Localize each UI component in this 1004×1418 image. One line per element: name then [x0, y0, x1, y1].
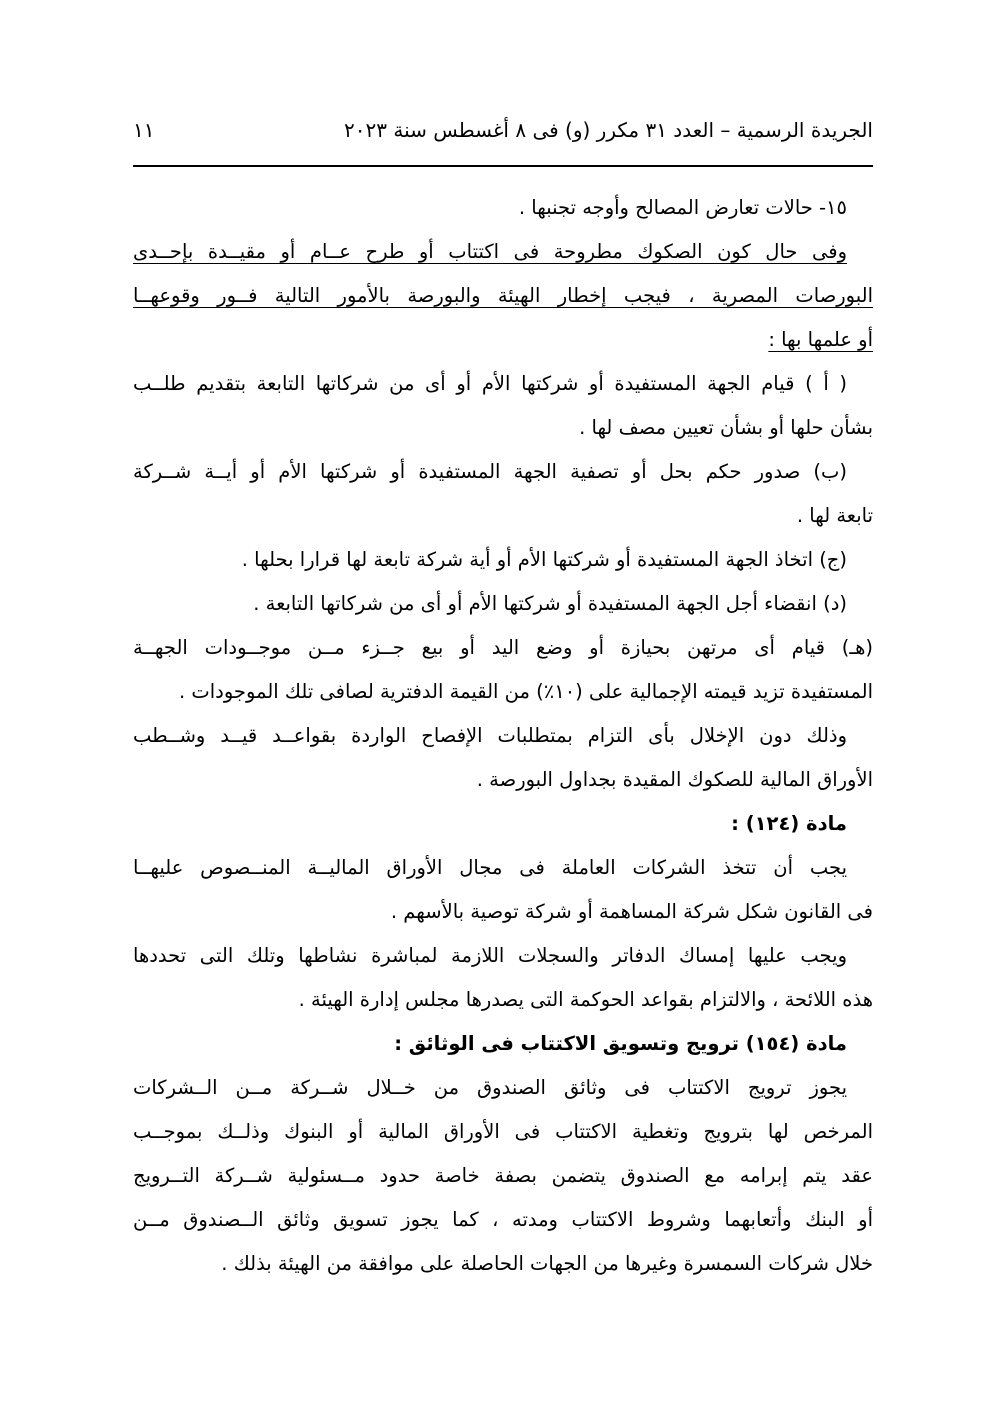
body-line: البورصات المصرية ، فيجب إخطار الهيئة والبورصة بالأمور التالية فــور وقوعهــا [133, 284, 873, 307]
clause-15 [133, 186, 873, 230]
body-line: ١٥- حالات تعارض المصالح وأوجه تجنبها . [518, 196, 847, 219]
body-line: عقد يتم إبرامه مع الصندوق يتضمن بصفة خاصة حدود مــسئولية شــركة التــرويج [133, 1164, 873, 1187]
page-header [133, 118, 873, 148]
gazette-header-title: الجريدة الرسمية – العدد ٣١ مكرر (و) فى ٨ أغسطس سنة ٢٠٢٣ [344, 118, 873, 142]
body-line: أو البنك وأتعابهما وشروط الاكتتاب ومدته ، كما يجوز تسويق وثائق الــصندوق مــن [133, 1208, 873, 1231]
body-line: المستفيدة تزيد قيمته الإجمالية على (١٠٪) من القيمة الدفترية لصافى تلك الموجودات . [179, 680, 873, 703]
item-c: (ج) اتخاذ الجهة المستفيدة أو شركتها الأم أو أية شركة تابعة لها قرارا بحلها . [241, 548, 847, 571]
body-line: الأوراق المالية للصكوك المقيدة بجداول البورصة . [476, 768, 873, 791]
header-divider [133, 165, 873, 167]
item-e: (هـ) قيام أى مرتهن بحيازة أو وضع اليد أو بيع جــزء مــن موجــودات الجهــة [133, 636, 873, 659]
document-body [133, 186, 873, 1286]
body-line: وذلك دون الإخلال بأى التزام بمتطلبات الإفصاح الواردة بقواعــد قيــد وشــطب [133, 724, 847, 747]
body-line: وفى حال كون الصكوك مطروحة فى اكتتاب أو طرح عــام أو مقيــدة بإحــدى [133, 240, 847, 263]
article-124-heading: مادة (١٢٤) : [731, 812, 847, 835]
article-154-heading: مادة (١٥٤) ترويج وتسويق الاكتتاب فى الوثائق : [394, 1032, 847, 1055]
body-line [133, 318, 873, 362]
body-line: خلال شركات السمسرة وغيرها من الجهات الحاصلة على موافقة من الهيئة بذلك . [221, 1252, 873, 1275]
page-number: ١١ [133, 118, 155, 142]
body-line: تابعة لها . [796, 504, 873, 527]
item-b: (ب) صدور حكم بحل أو تصفية الجهة المستفيدة أو شركتها الأم أو أيــة شــركة [133, 460, 847, 483]
item-d: (د) انقضاء أجل الجهة المستفيدة أو شركتها الأم أو أى من شركاتها التابعة . [253, 592, 847, 615]
item-a: ( أ ) قيام الجهة المستفيدة أو شركتها الأم أو أى من شركاتها التابعة بتقديم طلــب [133, 372, 847, 395]
body-line: هذه اللائحة ، والالتزام بقواعد الحوكمة التى يصدرها مجلس إدارة الهيئة . [298, 988, 873, 1011]
body-line: يجوز ترويج الاكتتاب فى وثائق الصندوق من خــلال شــركة مــن الــشركات [133, 1076, 847, 1099]
body-line-text: أو علمها بها : [768, 328, 873, 351]
body-line: بشأن حلها أو بشأن تعيين مصف لها . [579, 416, 873, 439]
body-line: ويجب عليها إمساك الدفاتر والسجلات اللازمة لمباشرة نشاطها وتلك التى تحددها [133, 944, 847, 967]
body-line: فى القانون شكل شركة المساهمة أو شركة توصية بالأسهم . [390, 900, 873, 923]
body-line: يجب أن تتخذ الشركات العاملة فى مجال الأوراق الماليــة المنــصوص عليهــا [133, 856, 847, 879]
body-line: المرخص لها بترويج وتغطية الاكتتاب فى الأوراق المالية أو البنوك وذلــك بموجــب [133, 1120, 873, 1143]
